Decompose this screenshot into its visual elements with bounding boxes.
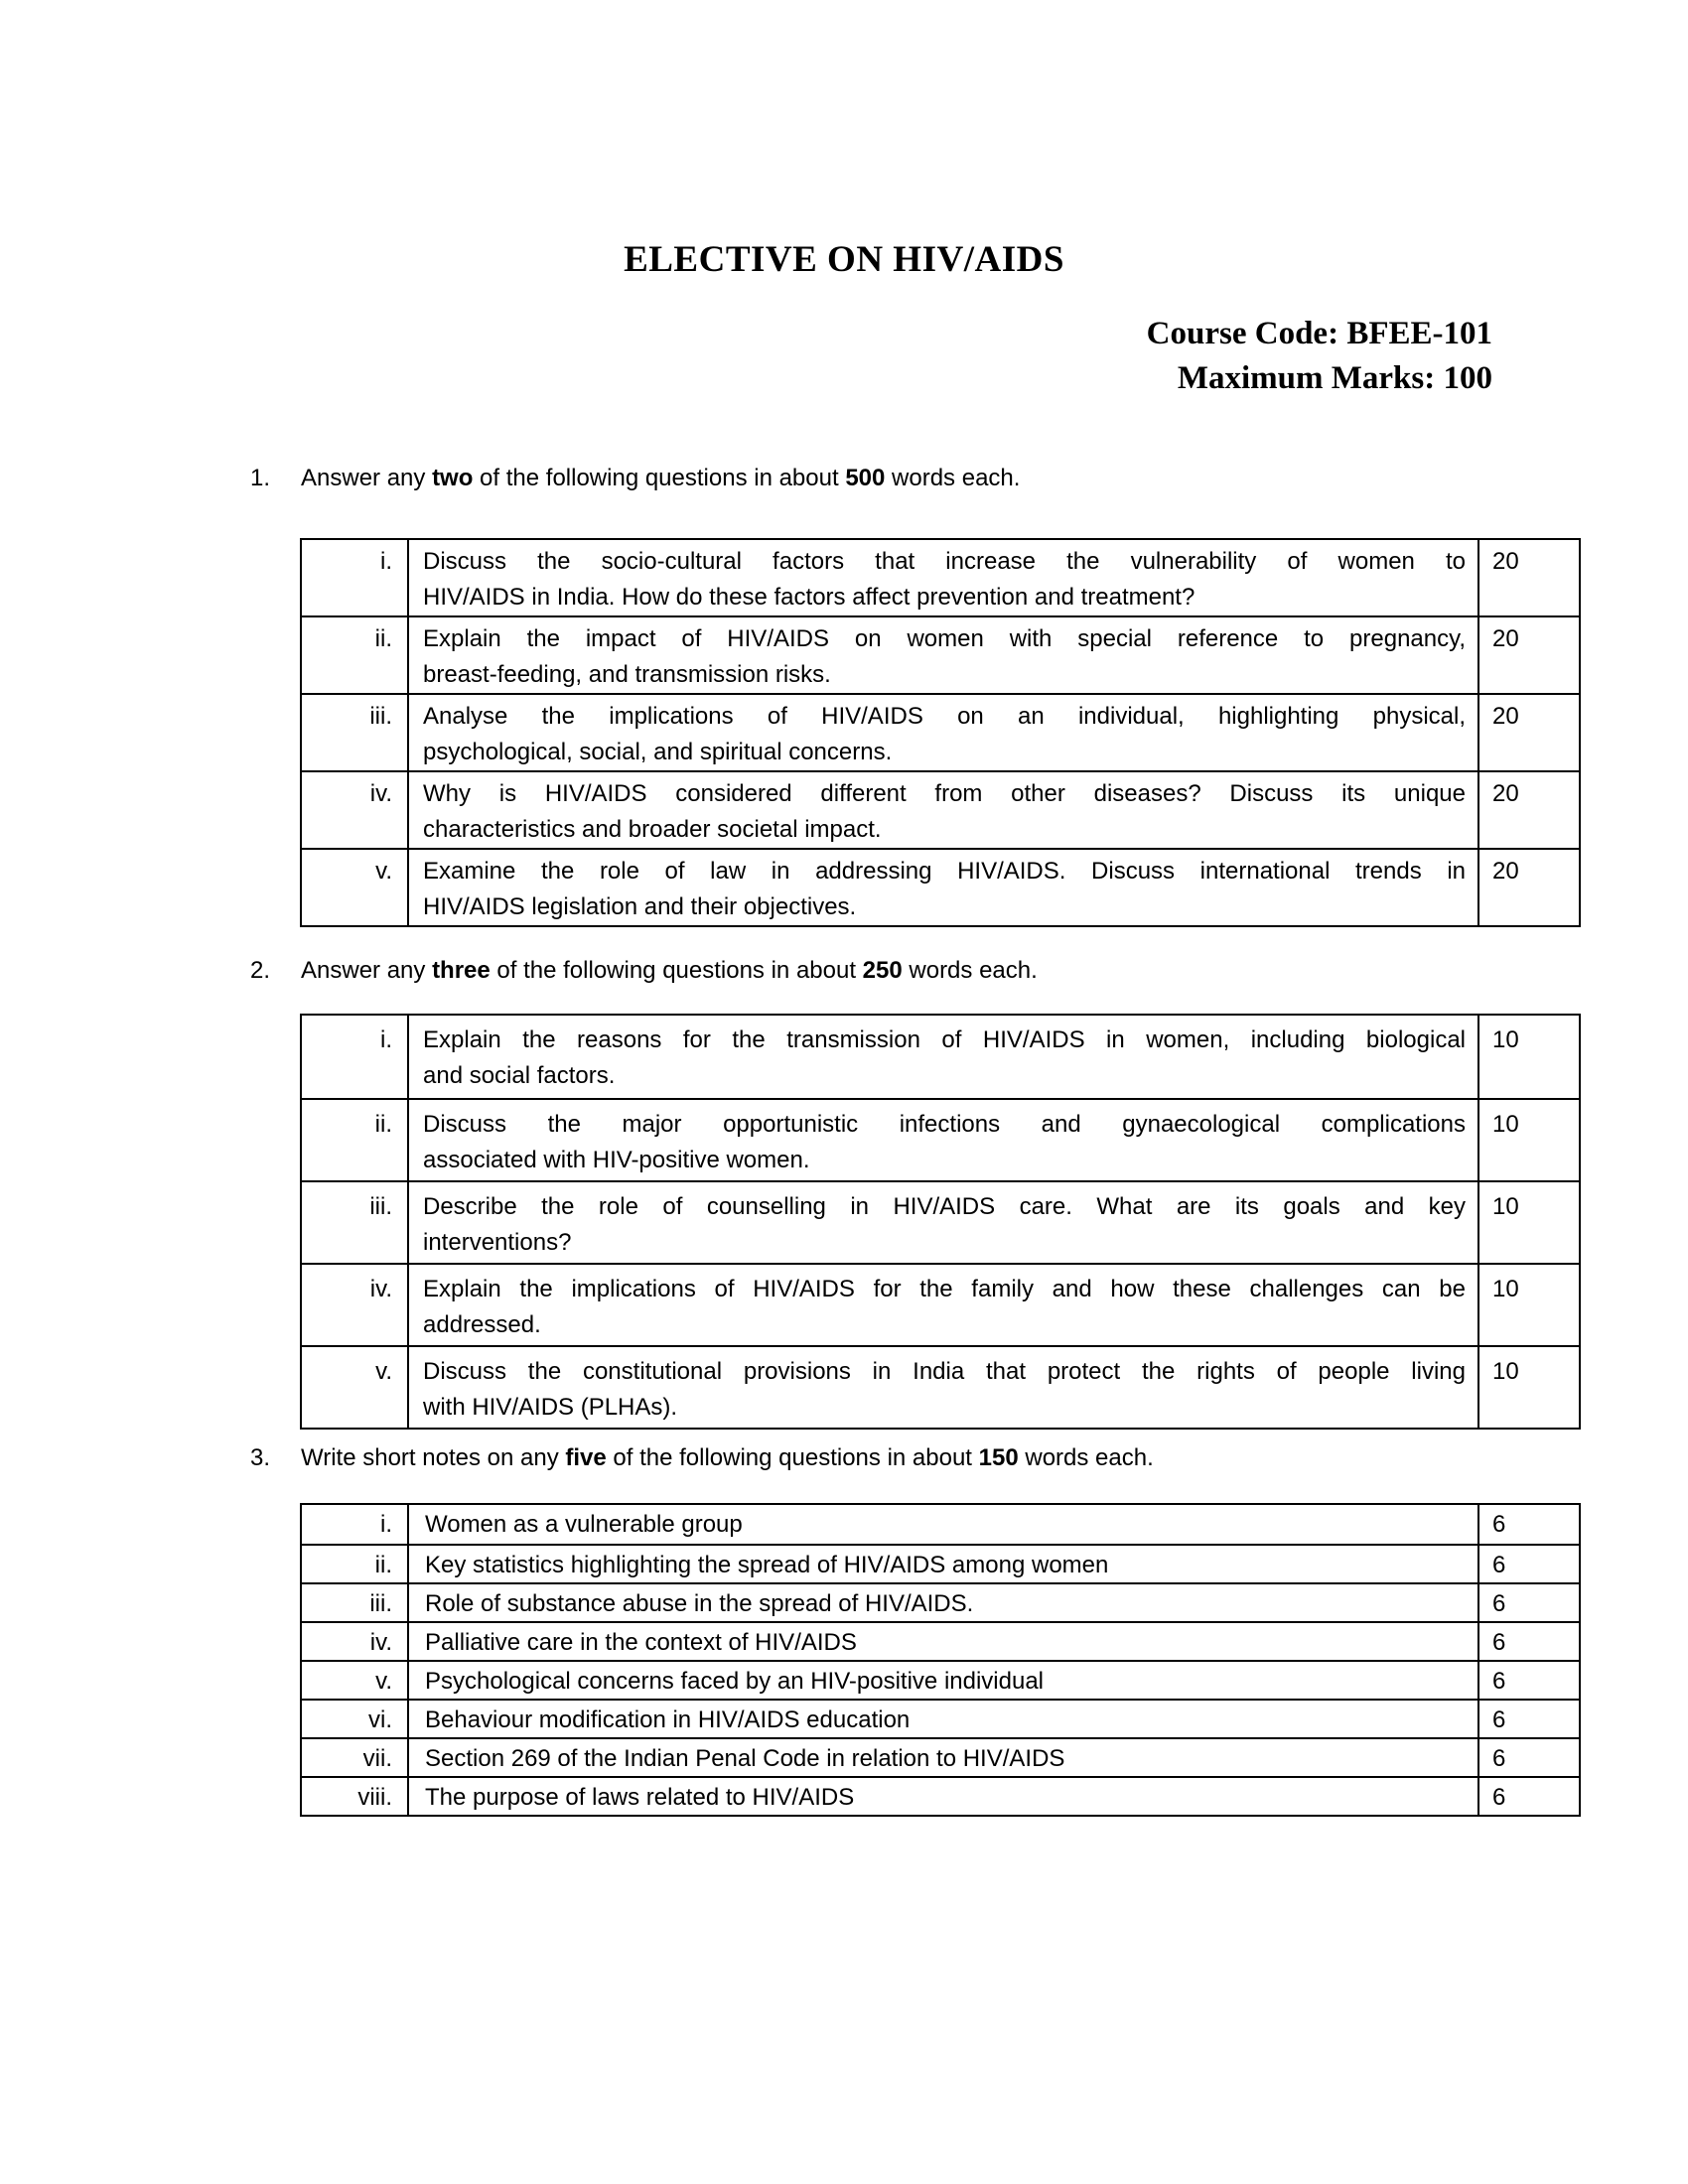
row-numeral: iv.: [302, 1623, 409, 1660]
table-row: [302, 1544, 1579, 1582]
question-line-1: Discuss the constitutional provisions in India that protect the rights of people living: [423, 1358, 1466, 1385]
intro-text-mid: of the following questions in about: [490, 957, 863, 984]
row-question: [409, 850, 1477, 925]
table-row: [302, 1263, 1579, 1345]
row-numeral: vii.: [302, 1739, 409, 1776]
intro-text-pre: Answer any: [301, 465, 433, 491]
document-title: ELECTIVE ON HIV/AIDS: [624, 239, 1064, 280]
row-question: The purpose of laws related to HIV/AIDS: [425, 1784, 855, 1811]
row-marks: 10: [1477, 1100, 1579, 1180]
table-row: [302, 1621, 1579, 1660]
question-line-1: Why is HIV/AIDS considered different from other diseases? Discuss its unique: [423, 780, 1466, 807]
table-row: [302, 1660, 1579, 1699]
question-2-intro: [250, 955, 1038, 987]
row-question: [409, 1100, 1477, 1180]
row-numeral: v.: [302, 1662, 409, 1699]
row-numeral: iii.: [302, 1584, 409, 1621]
row-numeral: i.: [302, 1505, 409, 1544]
row-question: Key statistics highlighting the spread of HIV/AIDS among women: [425, 1552, 1109, 1578]
intro-count-bold: two: [432, 465, 474, 491]
table-row: [302, 1776, 1579, 1815]
row-numeral: ii.: [302, 1546, 409, 1582]
row-question: Section 269 of the Indian Penal Code in relation to HIV/AIDS: [425, 1745, 1065, 1772]
intro-text-post: words each.: [885, 465, 1021, 491]
intro-text-mid: of the following questions in about: [606, 1444, 979, 1471]
row-numeral: v.: [302, 850, 409, 925]
question-2-table: [300, 1014, 1581, 1430]
row-numeral: ii.: [302, 1100, 409, 1180]
row-marks: 20: [1477, 695, 1579, 770]
table-row: [302, 848, 1579, 925]
table-row: [302, 1582, 1579, 1621]
intro-text-post: words each.: [1018, 1444, 1154, 1471]
row-question: [409, 1016, 1477, 1098]
table-row: [302, 1505, 1579, 1544]
row-numeral: iii.: [302, 1182, 409, 1263]
table-row: [302, 1098, 1579, 1180]
row-question: [409, 772, 1477, 848]
row-marks: 20: [1477, 850, 1579, 925]
table-row: [302, 693, 1579, 770]
row-question: [409, 540, 1477, 615]
course-code-line: Course Code: BFEE-101: [1146, 316, 1492, 351]
row-marks: 20: [1477, 540, 1579, 615]
row-numeral: viii.: [302, 1778, 409, 1815]
question-line-1: Explain the impact of HIV/AIDS on women with special reference to pregnancy,: [423, 625, 1466, 652]
row-question: [409, 1182, 1477, 1263]
question-line-2: psychological, social, and spiritual concerns.: [423, 739, 893, 765]
intro-count-bold: three: [432, 957, 491, 984]
question-3-number: 3.: [250, 1444, 271, 1471]
row-marks: 20: [1477, 772, 1579, 848]
maximum-marks-line: Maximum Marks: 100: [1177, 360, 1492, 396]
question-line-2: HIV/AIDS in India. How do these factors affect prevention and treatment?: [423, 584, 1196, 611]
question-1-table: [300, 538, 1581, 927]
question-line-2: interventions?: [423, 1229, 572, 1256]
question-3-intro: [250, 1442, 1154, 1474]
row-question: [409, 617, 1477, 693]
row-marks: 6: [1477, 1584, 1579, 1621]
intro-text-pre: Answer any: [301, 957, 433, 984]
row-question: Behaviour modification in HIV/AIDS education: [425, 1706, 911, 1733]
table-row: [302, 770, 1579, 848]
intro-count-bold: five: [565, 1444, 607, 1471]
row-numeral: i.: [302, 1016, 409, 1098]
row-numeral: vi.: [302, 1701, 409, 1737]
row-marks: 6: [1477, 1739, 1579, 1776]
intro-text-mid: of the following questions in about: [473, 465, 846, 491]
question-1-number: 1.: [250, 465, 271, 491]
question-line-1: Analyse the implications of HIV/AIDS on an individual, highlighting physical,: [423, 703, 1466, 730]
row-numeral: iv.: [302, 1265, 409, 1345]
row-marks: 10: [1477, 1182, 1579, 1263]
table-row: [302, 1345, 1579, 1428]
row-marks: 10: [1477, 1347, 1579, 1428]
table-row: [302, 1737, 1579, 1776]
row-question: [409, 695, 1477, 770]
row-numeral: iv.: [302, 772, 409, 848]
question-line-2: associated with HIV-positive women.: [423, 1147, 810, 1173]
question-3-table: [300, 1503, 1581, 1817]
row-question: Role of substance abuse in the spread of HIV/AIDS.: [425, 1590, 974, 1617]
question-1-intro: [250, 463, 1020, 494]
row-marks: 6: [1477, 1623, 1579, 1660]
intro-text-post: words each.: [902, 957, 1038, 984]
intro-words-bold: 500: [845, 465, 886, 491]
header-code-block: [1147, 312, 1492, 401]
question-line-1: Explain the implications of HIV/AIDS for the family and how these challenges can be: [423, 1276, 1466, 1302]
row-question: [409, 1347, 1477, 1428]
row-question: Women as a vulnerable group: [425, 1511, 743, 1538]
table-row: [302, 1180, 1579, 1263]
question-line-2: HIV/AIDS legislation and their objectives.: [423, 893, 857, 920]
question-line-2: addressed.: [423, 1311, 541, 1338]
question-line-1: Explain the reasons for the transmission of HIV/AIDS in women, including biological: [423, 1026, 1466, 1053]
table-row: [302, 615, 1579, 693]
question-2-number: 2.: [250, 957, 271, 984]
row-marks: 6: [1477, 1701, 1579, 1737]
question-line-2: with HIV/AIDS (PLHAs).: [423, 1394, 678, 1421]
row-question: [409, 1265, 1477, 1345]
row-marks: 20: [1477, 617, 1579, 693]
row-numeral: v.: [302, 1347, 409, 1428]
row-marks: 6: [1477, 1546, 1579, 1582]
row-question: Palliative care in the context of HIV/AIDS: [425, 1629, 857, 1656]
question-line-2: breast-feeding, and transmission risks.: [423, 661, 831, 688]
table-row: [302, 1699, 1579, 1737]
question-line-1: Examine the role of law in addressing HIV/AIDS. Discuss international trends in: [423, 858, 1466, 885]
question-line-2: characteristics and broader societal impact.: [423, 816, 882, 843]
question-line-1: Describe the role of counselling in HIV/AIDS care. What are its goals and key: [423, 1193, 1466, 1220]
row-question: Psychological concerns faced by an HIV-positive individual: [425, 1668, 1045, 1695]
table-row: [302, 540, 1579, 615]
row-marks: 6: [1477, 1662, 1579, 1699]
row-marks: 10: [1477, 1265, 1579, 1345]
row-marks: 6: [1477, 1778, 1579, 1815]
question-line-2: and social factors.: [423, 1062, 616, 1089]
question-line-1: Discuss the major opportunistic infections and gynaecological complications: [423, 1111, 1466, 1138]
row-marks: 10: [1477, 1016, 1579, 1098]
row-numeral: i.: [302, 540, 409, 615]
intro-words-bold: 250: [862, 957, 903, 984]
row-numeral: ii.: [302, 617, 409, 693]
table-row: [302, 1016, 1579, 1098]
row-numeral: iii.: [302, 695, 409, 770]
question-line-1: Discuss the socio-cultural factors that increase the vulnerability of women to: [423, 548, 1466, 575]
intro-words-bold: 150: [978, 1444, 1019, 1471]
row-marks: 6: [1477, 1505, 1579, 1544]
intro-text-pre: Write short notes on any: [301, 1444, 566, 1471]
